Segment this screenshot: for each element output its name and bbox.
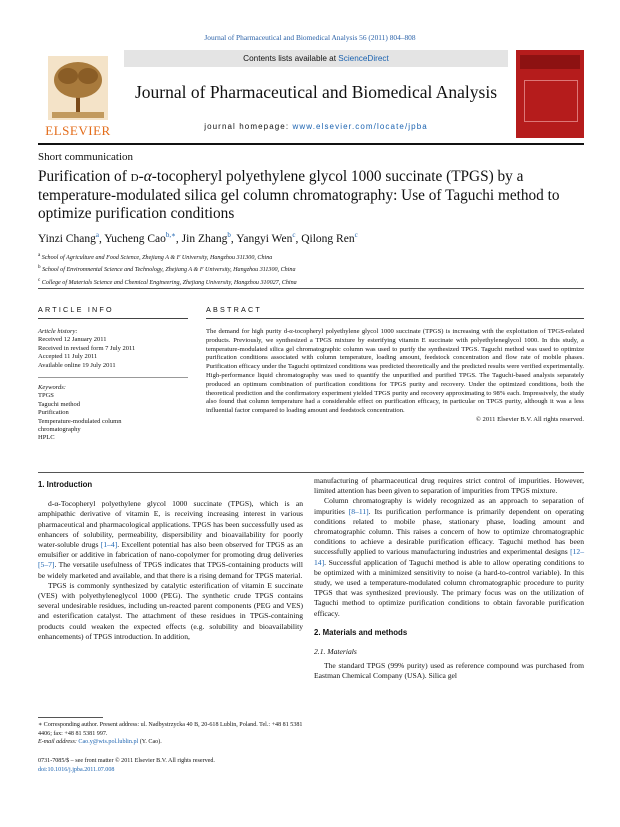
abstract [206, 305, 584, 423]
cover-artwork [524, 80, 578, 122]
abstract-heading: ABSTRACT [206, 305, 262, 314]
article-type: Short communication [38, 151, 134, 163]
section-heading-introduction: 1. Introduction [38, 480, 93, 489]
keyword: TPGS [38, 392, 54, 400]
paper-title: Purification of d-α-tocopheryl polyethylene glycol 1000 succinate (TPGS) by a temperature-modulated silica gel column chromatography: Use of Taguchi method to optimize purification conditions [38, 168, 560, 223]
journal-masthead [38, 50, 584, 142]
author-name: Yucheng Cao [104, 232, 166, 245]
masthead-rule [38, 143, 584, 145]
contents-bar: Contents lists available at ScienceDirect [124, 50, 508, 67]
citation-link[interactable]: [12–14] [314, 547, 584, 567]
keyword: Taguchi method [38, 400, 80, 408]
affiliation-line: $^a$ School of Agriculture and Food Science, Zhejiang A & F University, Hangzhou 311300, China [38, 252, 273, 262]
history-date: Accepted 11 July 2011 [38, 353, 98, 361]
journal-title: Journal of Pharmaceutical and Biomedical Analysis [134, 82, 498, 102]
issn-line: 0731-7085/$ – see front matter © 2011 Elsevier B.V. All rights reserved. [38, 758, 215, 764]
copyright-line: © 2011 Elsevier B.V. All rights reserved. [475, 415, 584, 423]
author-name: Qilong Ren [301, 232, 355, 245]
body-column-right [314, 476, 584, 682]
materials-paragraph: The standard TPGS (99% purity) used as reference compound was purchased from Eastman Chemical Company (USA). Silica gel [314, 661, 584, 681]
abstract-text: The demand for high purity d-α-tocopheryl polyethylene glycol 1000 succinate (TPGS) is increasing with the exploitation of TPGS-related products. Previously, we synthesized a TPGS mixture by esterifying vitamin E succinate with polyethyleneglycol 1000. In this study, a temperature-modulated silica gel chromatographic column was used to purify the synthesized TPGS. Taguchi method was used to optimize purification conditions associated with column temperature, loading amount, feedstock concentration and flow rate of mobile phases. Purification efficacy under the Taguchi optimized conditions was predicted theoretically and the predicted results were verified experimentally. High-performance liquid chromatography was used to quantify the unpurified and purified TPGS. The Taguchi-based analysis separately produced an optimum combination of purification conditions for TPGS purity and recovery. Under the optimized conditions, both the theoretical prediction and the confirmatory experiment yielded TPGS purity and recovery approximating to 98% each. Impressively, the study also found that column temperature had a considerable effect on purification efficacy, in particular on TPGS purity, although it was a less influential factor compared to loading amount and feedstock concentration. [206, 328, 584, 415]
corresponding-author-footnote: ∗ Corresponding author. Present address: ul. Nadbystrzycka 40 B, 20-618 Lublin, Poland. Tel.: +48 81 5381 4406; fax: +48 81 5381 997. E-mail address: Cao.y@wis.pol.lublin.pl (Y. Cao). [38, 722, 303, 746]
history-date: Received in revised form 7 July 2011 [38, 344, 136, 352]
elsevier-wordmark: ELSEVIER [45, 123, 111, 138]
citation-link[interactable]: [5–7] [38, 560, 55, 570]
affiliation-line: $^b$ School of Environmental Science and Technology, Zhejiang A & F University, Hangzhou 311300, China [38, 264, 296, 274]
history-date: Available online 19 July 2011 [38, 361, 116, 369]
info-separator [38, 377, 188, 378]
author-affiliation-marker[interactable]: a [95, 231, 99, 239]
header-rule [38, 288, 584, 289]
keyword: Temperature-modulated column [38, 417, 122, 425]
journal-citation[interactable]: Journal of Pharmaceutical and Biomedical Analysis 56 (2011) 804–808 [204, 33, 416, 42]
author-name: Yinzi Chang [38, 232, 96, 245]
article-history [38, 336, 188, 370]
affiliation-line: $^c$ College of Materials Science and Chemical Engineering, Zhejiang University, Hangzhou 310027, China [38, 276, 297, 286]
intro-paragraph-2: TPGS is commonly synthesized by catalytic esterification of vitamin E succinate (VES) with polyethyleneglycol 1000 (PEG). The synthetic crude TPGS contains several undesirable residues, including un-reacted parent components (PEG and VES) and esterification catalyst. The attachment of these residues in TPGS-containing products could weaken the expected effects (e.g. solubility and bioavailability enhancements) of TPGS introduction. In addition, [38, 580, 303, 641]
author-email-link[interactable]: Cao.y@wis.pol.lublin.pl [78, 739, 139, 746]
affiliations [38, 251, 578, 288]
history-date: Received 12 January 2011 [38, 336, 107, 344]
keywords [38, 392, 188, 442]
article-info [38, 305, 188, 443]
section-heading-methods: 2. Materials and methods [314, 627, 408, 637]
right-paragraph-1: manufacturing of pharmaceutical drug requires strict control of impurities. However, limited attention has been given to separation of impurities from TPGS mixture. [314, 476, 584, 496]
keyword: Purification [38, 409, 69, 417]
sciencedirect-link[interactable]: ScienceDirect [338, 54, 389, 63]
body-column-left [38, 476, 303, 642]
journal-homepage-link[interactable]: www.elsevier.com/locate/jpba [292, 122, 428, 131]
citation-link[interactable]: [8–11] [348, 506, 369, 516]
keyword: HPLC [38, 434, 55, 442]
doi-link[interactable]: doi:10.1016/j.jpba.2011.07.008 [38, 766, 115, 773]
author-name: Jin Zhang [181, 232, 228, 245]
issn-block [38, 757, 308, 775]
right-paragraph-2: Column chromatography is widely recognized as an approach to separation of impurities [8–11]. Its purification performance is primarily dependent on operating conditions related to mobile phase, stationary phase, loading amount and chromatographic column. This raises a concern of how to optimize chromatographic conditions to achieve a desirable purification efficacy. Taguchi method has been successfully applied to various manufacturing industries and experimental designs [12–14]. Successful application of Taguchi method is able to allow operating conditions to be optimized with a minimized sensitivity to noise (a hard-to-control variable). In this study, we used a temperature-modulated column chromatographic procedure to purity TPGS that was synthesized previously. The primary focus was on the utilization of Taguchi method to optimize purification conditions to obtain favorable purification efficacy. [314, 496, 584, 618]
journal-cover-image [516, 50, 584, 138]
author-name: Yangyi Wen [236, 232, 293, 245]
author-affiliation-marker[interactable]: c [292, 231, 296, 239]
subsection-heading-materials: 2.1. Materials [314, 647, 357, 657]
footnote-rule [38, 717, 103, 718]
article-history-label: Article history: [38, 328, 78, 335]
citation-link[interactable]: [1–4] [100, 540, 118, 550]
author-affiliation-marker[interactable]: b [227, 231, 231, 239]
cover-header-band [520, 55, 580, 69]
journal-homepage: journal homepage: www.elsevier.com/locate/jpba [204, 122, 428, 131]
keyword: chromatography [38, 426, 81, 434]
keywords-label: Keywords: [38, 384, 66, 392]
author-affiliation-marker[interactable]: c [354, 231, 358, 239]
intro-paragraph-1: d-α-Tocopheryl polyethylene glycol 1000 succinate (TPGS), which is an amphipathic derivative of vitamin E, is receiving increasing interest in various pharmaceutical and pharmacological applications. TPGS has been successfully used as enhancers of solubility, permeability, dispersibility and bioavailability for poorly water-soluble drugs [1–4]. Excellent potential has also been observed for TPGS as an emulsifier or additive in fabrication of nano-copolymer for promoting drug deliveries [5–7]. The versatile usefulness of TPGS indicates that TPGS-containing products will be widely marketed and available, and that there is a rising demand for TPGS material. [38, 499, 303, 580]
article-info-heading: ARTICLE INFO [38, 305, 114, 314]
abstract-bottom-rule [38, 472, 584, 473]
author-affiliation-marker[interactable]: b,∗ [165, 231, 176, 239]
author-list: Yinzi Chang$^a$, Yucheng Cao$^{b,∗}$, Jin Zhang$^b$, Yangyi Wen$^c$, Qilong Ren$^c$ [38, 231, 358, 245]
